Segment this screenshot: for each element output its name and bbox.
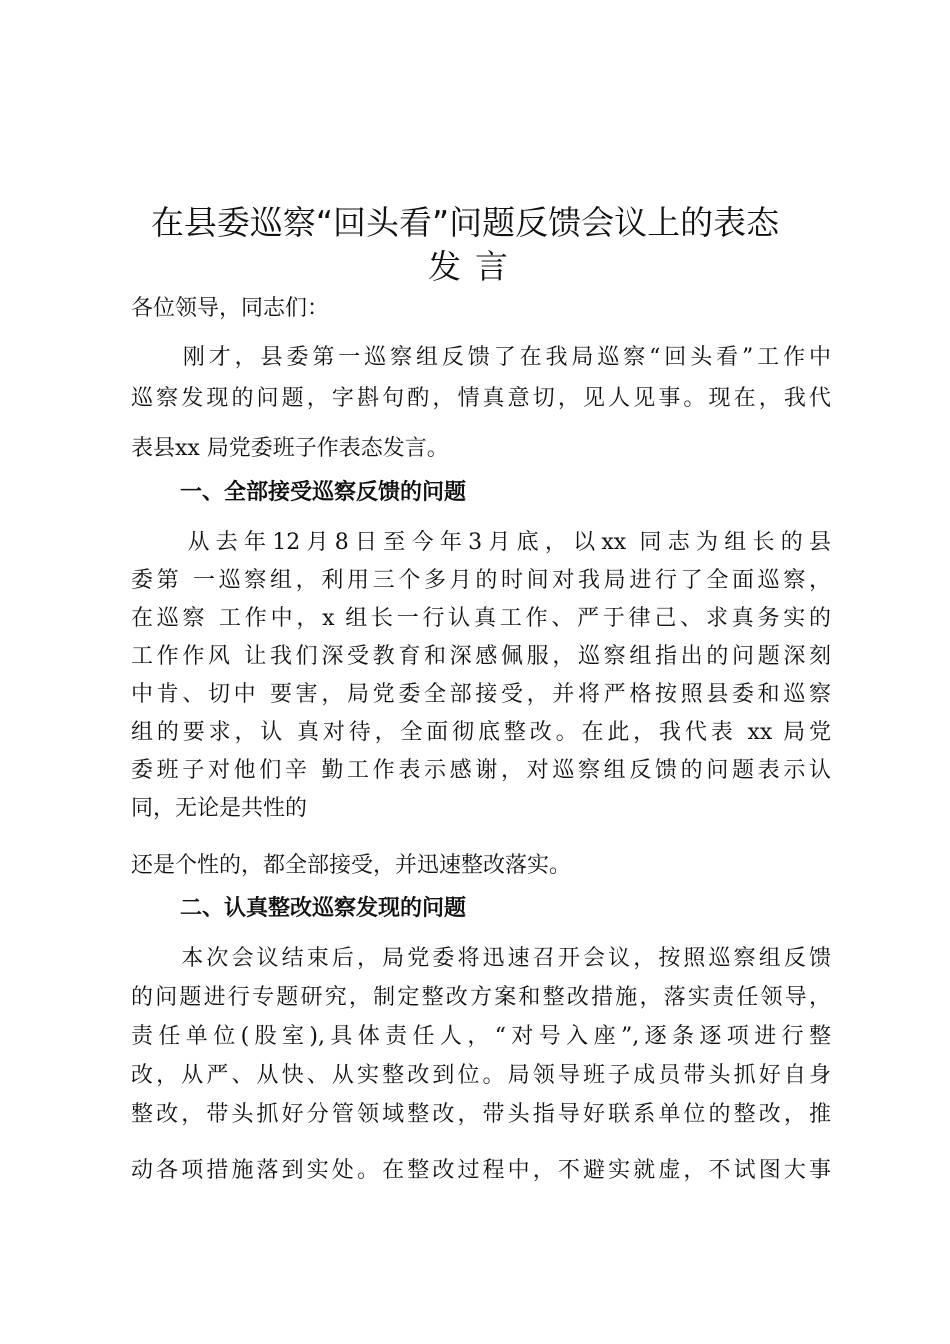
document-title-line-1: 在县委巡察“回头看”问题反馈会议上的表态 [150,203,780,242]
paragraph-line: 刚才，县委第一巡察组反馈了在我局巡察“回头看”工作中 [131,345,831,370]
paragraph-line: 的问题进行专题研究，制定整改方案和整改措施，落实责任领导， [131,985,831,1010]
paragraph-line: 还是个性的，都全部接受，并迅速整改落实。 [131,853,572,878]
document-title-line-2: 发言 [428,247,522,286]
paragraph-line: 工作作风 让我们深受教育和深感佩服，巡察组指出的问题深刻 [131,644,831,669]
paragraph-line: 整改，带头抓好分管领域整改，带头指导好联系单位的整改，推 [131,1102,831,1127]
section-heading-2: 二、认真整改巡察发现的问题 [180,896,467,921]
paragraph-line: 组的要求，认 真对待，全面彻底整改。在此，我代表 xx 局党 [131,720,831,745]
greeting: 各位领导，同志们： [131,296,330,321]
paragraph-line: 责任单位(股室),具体责任人，“对号入座”,逐条逐项进行整 [131,1024,831,1049]
paragraph-line: 同，无论是共性的 [131,796,308,821]
paragraph-line: 从去年12月8日至今年3月底，以xx 同志为组长的县 [131,530,831,555]
paragraph-line: 委第 一巡察组，利用三个多月的时间对我局进行了全面巡察， [131,568,831,593]
section-heading-1: 一、全部接受巡察反馈的问题 [180,480,467,505]
paragraph-line: 改，从严、从快、从实整改到位。局领导班子成员带头抓好自身 [131,1063,831,1088]
paragraph-line: 中肯、切中 要害，局党委全部接受，并将严格按照县委和巡察 [131,682,831,707]
paragraph-line: 在巡察 工作中，x 组长一行认真工作、严于律己、求真务实的 [131,606,831,631]
paragraph-line: 巡察发现的问题，字斟句酌，情真意切，见人见事。现在，我代 [131,386,831,411]
paragraph-line: 委班子对他们辛 勤工作表示感谢，对巡察组反馈的问题表示认 [131,758,831,783]
paragraph-line: 本次会议结束后，局党委将迅速召开会议，按照巡察组反馈 [131,946,831,971]
paragraph-line: 动各项措施落到实处。在整改过程中，不避实就虚，不试图大事 [131,1158,831,1183]
paragraph-line: 表县xx 局党委班子作表态发言。 [131,436,449,461]
